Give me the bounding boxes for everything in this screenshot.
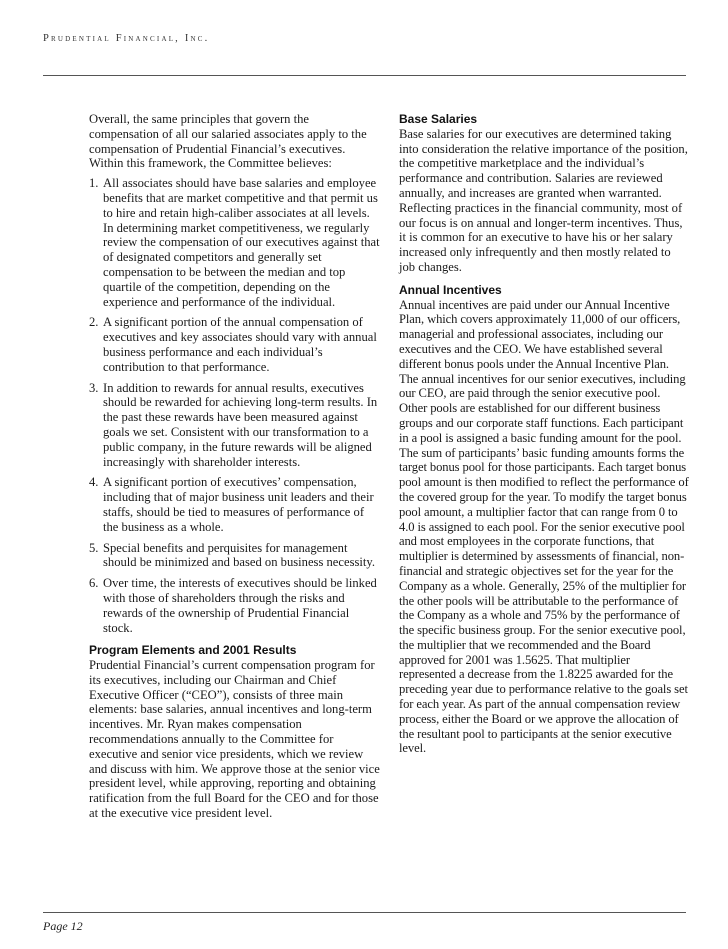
page-number: Page 12: [43, 919, 83, 933]
list-number: 3.: [89, 380, 99, 395]
annual-incentives-paragraph: Annual incentives are paid under our Annual Incentive Plan, which covers approximately 11,000 of our officers, managerial and professional associates, including our executives and the CEO. We have established several different bonus pools under the Annual Incentive Plan. The annual incentives for our senior executives, including our CEO, are paid through the senior executive pool. Other pools are established for our different business groups and our corporate staff functions. Each participant in a pool is assigned a basic funding amount for the pool. The sum of participants’ basic funding amounts forms the target bonus pool for those participants. Each target bonus pool amount is then modified to reflect the performance of the covered group for the year. To modify the target bonus pool amount, a multiplier factor that can range from 0 to 4.0 is assigned to each pool. For the senior executive pool and most employees in the corporate functions, that multiplier is determined by assessments of financial, non-financial and strategic objectives set for the year for the Company as a whole. Generally, 25% of the multiplier for the other pools will be attributable to the performance of the Company as a whole and 75% by the performance of the specific business group. For the senior executive pool, the multiplier that we recommended and the Board approved for 2001 was 1.5625. That multiplier represented a decrease from the 1.8225 awarded for the preceding year due to performance relative to the goals set for each year. As part of the annual compensation review process, either the Board or we approve the allocation of the resultant pool to participants at the senior executive level.: [399, 297, 689, 756]
list-item: [89, 475, 381, 534]
program-elements-paragraph: Prudential Financial’s current compensation program for its executives, including our Chairman and Chief Executive Officer (“CEO”), consists of three main elements: base salaries, annual incentives and long-term incentives. Mr. Ryan makes compensation recommendations annually to the Committee for executive and senior vice presidents, which we review and discuss with him. We approve those at the senior vice president level, while approving, reporting and obtaining ratification from the full Board for the CEO and for those at the executive vice president level.: [89, 658, 380, 821]
list-number: 2.: [89, 315, 99, 330]
list-text: In addition to rewards for annual results, executives should be rewarded for achieving long-term results. In the past these rewards have been measured against goals we set. Consistent with our transformation to a public company, in the future rewards will be aligned increasingly with shareholder interests.: [103, 380, 378, 469]
right-column: [399, 112, 689, 756]
list-text: Over time, the interests of executives should be linked with those of shareholders through the risks and rewards of the ownership of Prudential Financial stock.: [103, 576, 377, 635]
list-item: [89, 576, 381, 635]
list-number: 4.: [89, 475, 99, 490]
list-text: A significant portion of the annual compensation of executives and key associates should vary with annual business performance and each individual’s contribution to that performance.: [103, 315, 377, 374]
header-divider: [43, 75, 686, 76]
list-text: All associates should have base salaries and employee benefits that are market competitive and that permit us to hire and retain high-caliber associates at all levels. In determining market competitiveness, we regularly review the compensation of our executives against that of designated competitors and generally set compensation to be between the median and top quartile of the competition, depending on the experience and performance of the individual.: [103, 176, 380, 309]
principles-list: [89, 176, 381, 635]
intro-paragraph: Overall, the same principles that govern the compensation of all our salaried associates apply to the compensation of Prudential Financial’s executives. Within this framework, the Committee believes:: [89, 112, 367, 171]
list-text: Special benefits and perquisites for management should be minimized and based on business necessity.: [103, 540, 376, 570]
base-salaries-heading: Base Salaries: [399, 112, 478, 126]
list-item: [89, 176, 381, 309]
list-text: A significant portion of executives’ compensation, including that of major business unit leaders and their staffs, should be tied to measures of performance of the business as a whole.: [103, 475, 374, 534]
list-item: [89, 315, 381, 374]
footer-divider: [43, 912, 686, 913]
running-header: Prudential Financial, Inc.: [43, 33, 210, 44]
list-number: 1.: [89, 176, 99, 191]
base-salaries-paragraph: Base salaries for our executives are determined taking into consideration the relative importance of the position, the competitive marketplace and the individual’s performance and contribution. Salaries are reviewed annually, and increases are granted when warranted. Reflecting practices in the financial community, most of our focus is on annual and longer-term incentives. Thus, it is common for an executive to have his or her salary increased only infrequently and then mostly related to job changes.: [399, 126, 688, 274]
list-number: 5.: [89, 540, 99, 555]
annual-incentives-heading: Annual Incentives: [399, 282, 502, 297]
list-number: 6.: [89, 576, 99, 591]
program-elements-heading: Program Elements and 2001 Results: [89, 643, 297, 658]
list-item: [89, 381, 381, 470]
left-column: [89, 112, 381, 821]
list-item: [89, 541, 381, 571]
